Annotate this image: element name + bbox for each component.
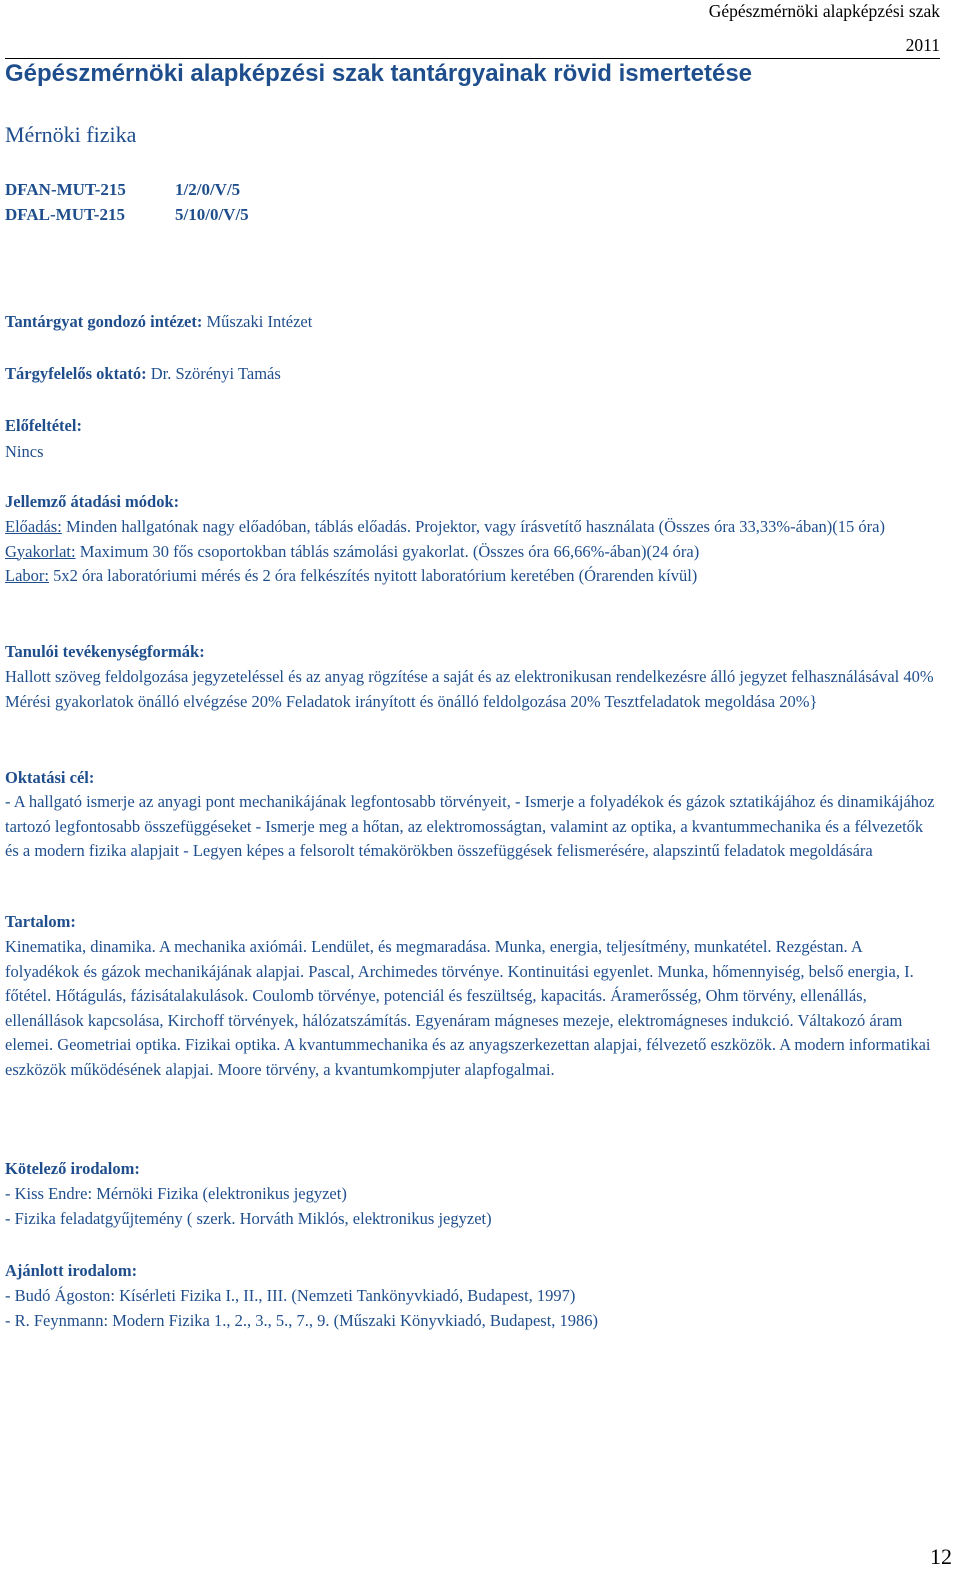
subject-name: Mérnöki fizika xyxy=(5,122,137,147)
header-rule xyxy=(5,58,940,59)
course-code: DFAL-MUT-215 xyxy=(5,205,125,224)
header-year: 2011 xyxy=(905,35,940,55)
list-item: - Kiss Endre: Mérnöki Fizika (elektronikus jegyzet) xyxy=(5,1184,347,1203)
lecturer-label: Tárgyfelelős oktató: xyxy=(5,364,147,383)
header-program: Gépészmérnöki alapképzési szak xyxy=(708,1,940,21)
prereq-value: Nincs xyxy=(5,442,44,461)
activities-text: Hallott szöveg feldolgozása jegyzeteléssel és az anyag rögzítése a saját és az elektronikusan rendelkezésre álló jegyzet felhasználásával 40% Mérési gyakorlatok önálló elvégzése 20% Feladatok irányított és önálló feldolgozása 20% Tesztfeladatok megoldása 20%} xyxy=(5,667,934,711)
lab-label: Labor: xyxy=(5,566,49,585)
prereq-heading: Előfeltétel: xyxy=(5,416,82,435)
list-item: - Budó Ágoston: Kísérleti Fizika I., II., III. (Nemzeti Tankönyvkiadó, Budapest, 1997) xyxy=(5,1286,576,1305)
page-number: 12 xyxy=(930,1544,952,1569)
lecture-paragraph xyxy=(5,515,940,540)
course-code-row xyxy=(5,180,240,200)
institute-row xyxy=(5,310,312,334)
lab-paragraph xyxy=(5,564,940,589)
practice-label: Gyakorlat: xyxy=(5,541,76,561)
goal-text: - A hallgató ismerje az anyagi pont mechanikájának legfontosabb törvényeit, - Ismerje a folyadékok és gázok sztatikájához és dinamikájához tartozó legfontosabb összefüggéseket - Ismerje meg a hőtan, az elektromosságtan, valamint az optika, a kvantummechanika és a félvezetők és a modern fizika alapjait - Legyen képes a felsorolt témakörökben összefüggések felismerésére, alapszintű feladatok megoldására xyxy=(5,792,935,860)
list-item: - Fizika feladatgyűjtemény ( szerk. Horváth Miklós, elektronikus jegyzet) xyxy=(5,1208,492,1228)
delivery-modes xyxy=(5,515,940,589)
goal-heading: Oktatási cél: xyxy=(5,768,95,787)
course-code-row xyxy=(5,205,249,225)
course-hours: 1/2/0/V/5 xyxy=(175,180,241,199)
content-text: Kinematika, dinamika. A mechanika axiómái. Lendület, és megmaradása. Munka, energia, teljesítmény, munkatétel. Rezgéstan. A folyadékok és gázok mechanikájának alapjai. Pascal, Archimedes törvénye. Kontinuitási egyenlet. Munka, hőmennyiség, belső energia, I. főtétel. Hőtágulás, fázisátalakulások. Coulomb törvénye, potenciál és feszültség, kapacitás. Áramerősség, Ohm törvény, ellenállás, ellenállások kapcsolása, Kirchoff törvények, hálózatszámítás. Egyenáram mágneses mezeje, elektromágneses indukció. Váltakozó áram elemei. Geometriai optika. Fizikai optika. A kvantummechanika és az anyagszerkezettan alapjai, félvezető eszközök. A modern informatikai eszközök működésének alapjai. Moore törvény, a kvantumkompjuter alapfogalmai. xyxy=(5,937,931,1079)
lecture-label: Előadás: xyxy=(5,517,62,536)
course-code: DFAN-MUT-215 xyxy=(5,180,126,199)
lecture-text: Minden hallgatónak nagy előadóban, táblás előadás. Projektor, vagy írásvetítő használata (Összes óra 33,33%-ában)(15 óra) xyxy=(65,517,885,536)
required-list xyxy=(5,1182,940,1231)
content-heading: Tartalom: xyxy=(5,912,76,931)
recommended-list xyxy=(5,1284,940,1333)
list-item: - R. Feynmann: Modern Fizika 1., 2., 3., 5., 7., 9. (Műszaki Könyvkiadó, Budapest, 1986) xyxy=(5,1310,599,1330)
activities-heading: Tanulói tevékenységformák: xyxy=(5,642,205,661)
document-title: Gépészmérnöki alapképzési szak tantárgyainak rövid ismertetése xyxy=(5,60,753,87)
lecturer-value: Dr. Szörényi Tamás xyxy=(150,364,281,383)
practice-paragraph xyxy=(5,540,940,565)
delivery-heading: Jellemző átadási módok: xyxy=(5,492,180,511)
recommended-heading: Ajánlott irodalom: xyxy=(5,1261,138,1280)
institute-label: Tantárgyat gondozó intézet: xyxy=(5,312,203,331)
lab-text: 5x2 óra laboratóriumi mérés és 2 óra felkészítés nyitott laboratórium keretében (Órarenden kívül) xyxy=(53,566,698,585)
lecturer-row xyxy=(5,362,281,386)
institute-value: Műszaki Intézet xyxy=(206,312,313,331)
required-heading: Kötelező irodalom: xyxy=(5,1159,140,1178)
practice-text: Maximum 30 fős csoportokban táblás számolási gyakorlat. (Összes óra 66,66%-ában)(24 óra) xyxy=(79,541,700,561)
course-hours: 5/10/0/V/5 xyxy=(175,205,249,224)
